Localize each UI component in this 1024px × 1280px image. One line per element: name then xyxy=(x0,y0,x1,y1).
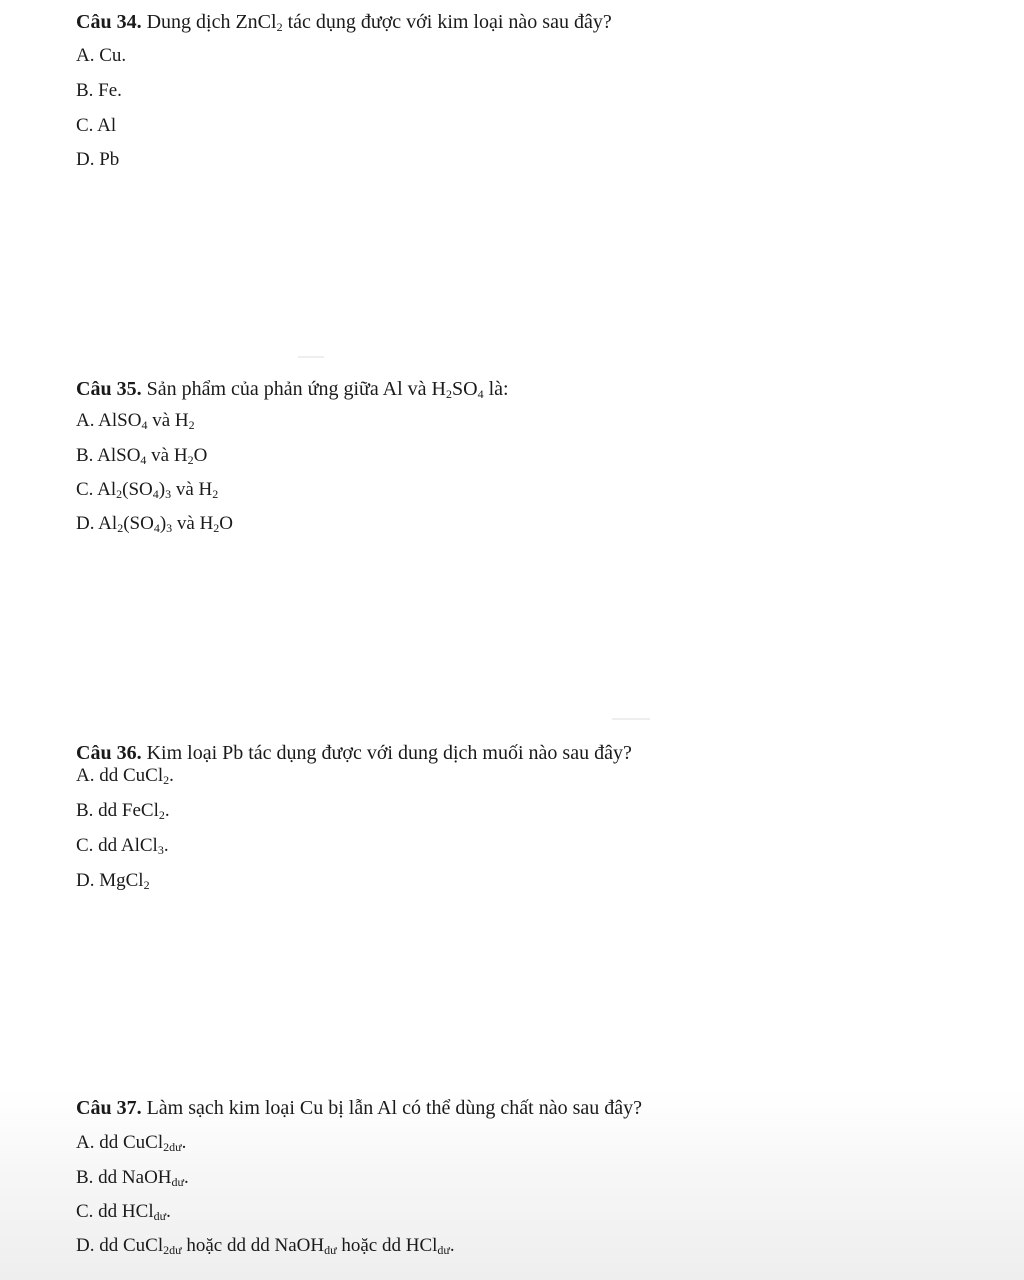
answer-option-c: C. dd HCl$_{dư}$. xyxy=(76,1201,171,1223)
answer-option-b: B. dd NaOH$_{dư}$. xyxy=(76,1167,189,1189)
question-text: Dung dịch ZnCl$_2$ tác dụng được với kim loại nào sau đây? xyxy=(141,11,612,34)
answer-option-d: D. MgCl$_2$ xyxy=(76,870,150,892)
answer-option-b: B. AlSO$_4$ và $H_2O$ xyxy=(76,445,208,467)
question-number: Câu 36. xyxy=(76,742,142,764)
question-text: Làm sạch kim loại Cu bị lẫn Al có thể dùng chất nào sau đây? xyxy=(141,1097,643,1119)
question-text: Kim loại Pb tác dụng được với dung dịch muối nào sau đây? xyxy=(141,742,632,764)
question-35 xyxy=(76,377,976,535)
answer-option-c: C. dd AlCl$_3$. xyxy=(76,835,169,857)
answer-option-a: A. dd CuCl$_{2dư}$. xyxy=(76,1132,187,1154)
scan-artifact xyxy=(298,356,324,358)
question-stem xyxy=(76,741,976,765)
answer-option-d: D. $Al_2(SO_4)_3$ và $H_2O$ xyxy=(76,513,234,535)
question-34 xyxy=(76,10,976,170)
question-number: Câu 34. xyxy=(76,11,142,33)
question-stem xyxy=(76,10,976,34)
answer-option-d: D. Pb xyxy=(76,149,120,170)
question-text: Sản phẩm của phản ứng giữa Al và $H_2SO_4$ là: xyxy=(141,378,509,401)
scan-artifact xyxy=(612,718,650,720)
answer-option-d: D. dd CuCl$_{2dư}$ hoặc dd dd NaOH$_{dư}$ hoặc dd HCl$_{dư}$. xyxy=(76,1235,455,1257)
question-stem xyxy=(76,1096,976,1120)
answer-option-a: A. Cu. xyxy=(76,45,127,66)
answer-option-b: B. dd FeCl$_2$. xyxy=(76,800,170,822)
answer-option-c: C. Al xyxy=(76,115,117,136)
answer-option-b: B. Fe. xyxy=(76,80,122,101)
question-number: Câu 37. xyxy=(76,1097,142,1119)
answer-option-c: C. $Al_2(SO_4)_3$ và $H_2$ xyxy=(76,479,219,501)
question-number: Câu 35. xyxy=(76,378,142,400)
question-37 xyxy=(76,1096,976,1257)
answer-option-a: A. AlSO$_4$ và $H_2$ xyxy=(76,410,195,432)
answer-option-a: A. dd CuCl$_2$. xyxy=(76,765,174,787)
question-stem xyxy=(76,377,976,401)
question-36 xyxy=(76,741,976,892)
